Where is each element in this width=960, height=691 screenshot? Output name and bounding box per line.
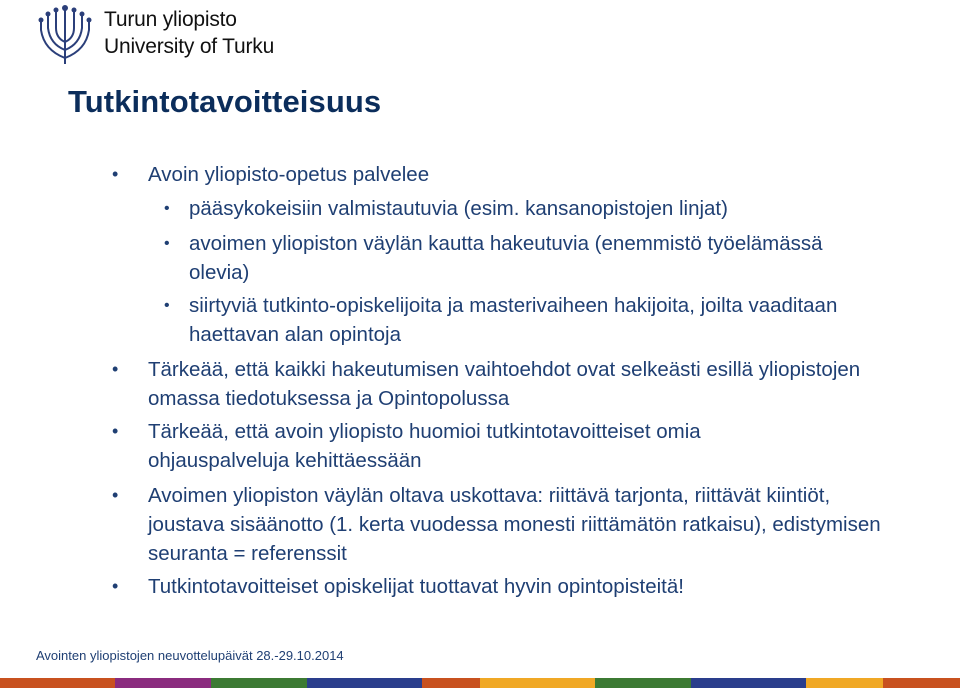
bullet-3: • Tärkeää, että avoin yliopisto huomioi tutkintotavoitteiset omia ohjauspalveluja kehittäessään <box>148 417 818 475</box>
footer-text: Avointen yliopistojen neuvottelupäivät 28.-29.10.2014 <box>36 648 344 663</box>
color-bar-segment <box>211 678 307 688</box>
sub-bullet-1-1: • pääsykokeisiin valmistautuvia (esim. kansanopistojen linjat) <box>189 194 889 223</box>
sub-bullet-1-3: • siirtyviä tutkinto-opiskelijoita ja masterivaiheen hakijoita, joilta vaaditaan haettavan alan opintoja <box>189 291 879 349</box>
color-bar-segment <box>0 678 115 688</box>
color-bar-segment <box>115 678 211 688</box>
color-bar-segment <box>307 678 422 688</box>
color-bar-segment <box>806 678 883 688</box>
color-bar-segment <box>595 678 691 688</box>
color-bar-segment <box>883 678 960 688</box>
sub-bullet-1-2: • avoimen yliopiston väylän kautta hakeutuvia (enemmistö työelämässä olevia) <box>189 229 829 287</box>
bullet-5: • Tutkintotavoitteiset opiskelijat tuottavat hyvin opintopisteitä! <box>148 572 888 601</box>
color-bar-segment <box>422 678 480 688</box>
slide-title: Tutkintotavoitteisuus <box>68 84 382 119</box>
bullet-4: • Avoimen yliopiston väylän oltava uskottava: riittävä tarjonta, riittävät kiintiöt, joustava sisäänotto (1. kerta vuodessa monesti riittämätön ratkaisu), edistymisen seuranta = referenssit <box>148 481 888 568</box>
university-name-en: University of Turku <box>104 35 275 58</box>
footer-color-bar <box>0 678 960 688</box>
bullet-1: • Avoin yliopisto-opetus palvelee <box>148 160 888 189</box>
university-name-fi: Turun yliopisto <box>104 8 237 31</box>
color-bar-segment <box>480 678 595 688</box>
university-name <box>104 6 274 60</box>
university-logo <box>36 2 276 68</box>
bullet-2: • Tärkeää, että kaikki hakeutumisen vaihtoehdot ovat selkeästi esillä yliopistojen omassa tiedotuksessa ja Opintopolussa <box>148 355 868 413</box>
color-bar-segment <box>691 678 806 688</box>
university-emblem-icon <box>36 2 94 68</box>
